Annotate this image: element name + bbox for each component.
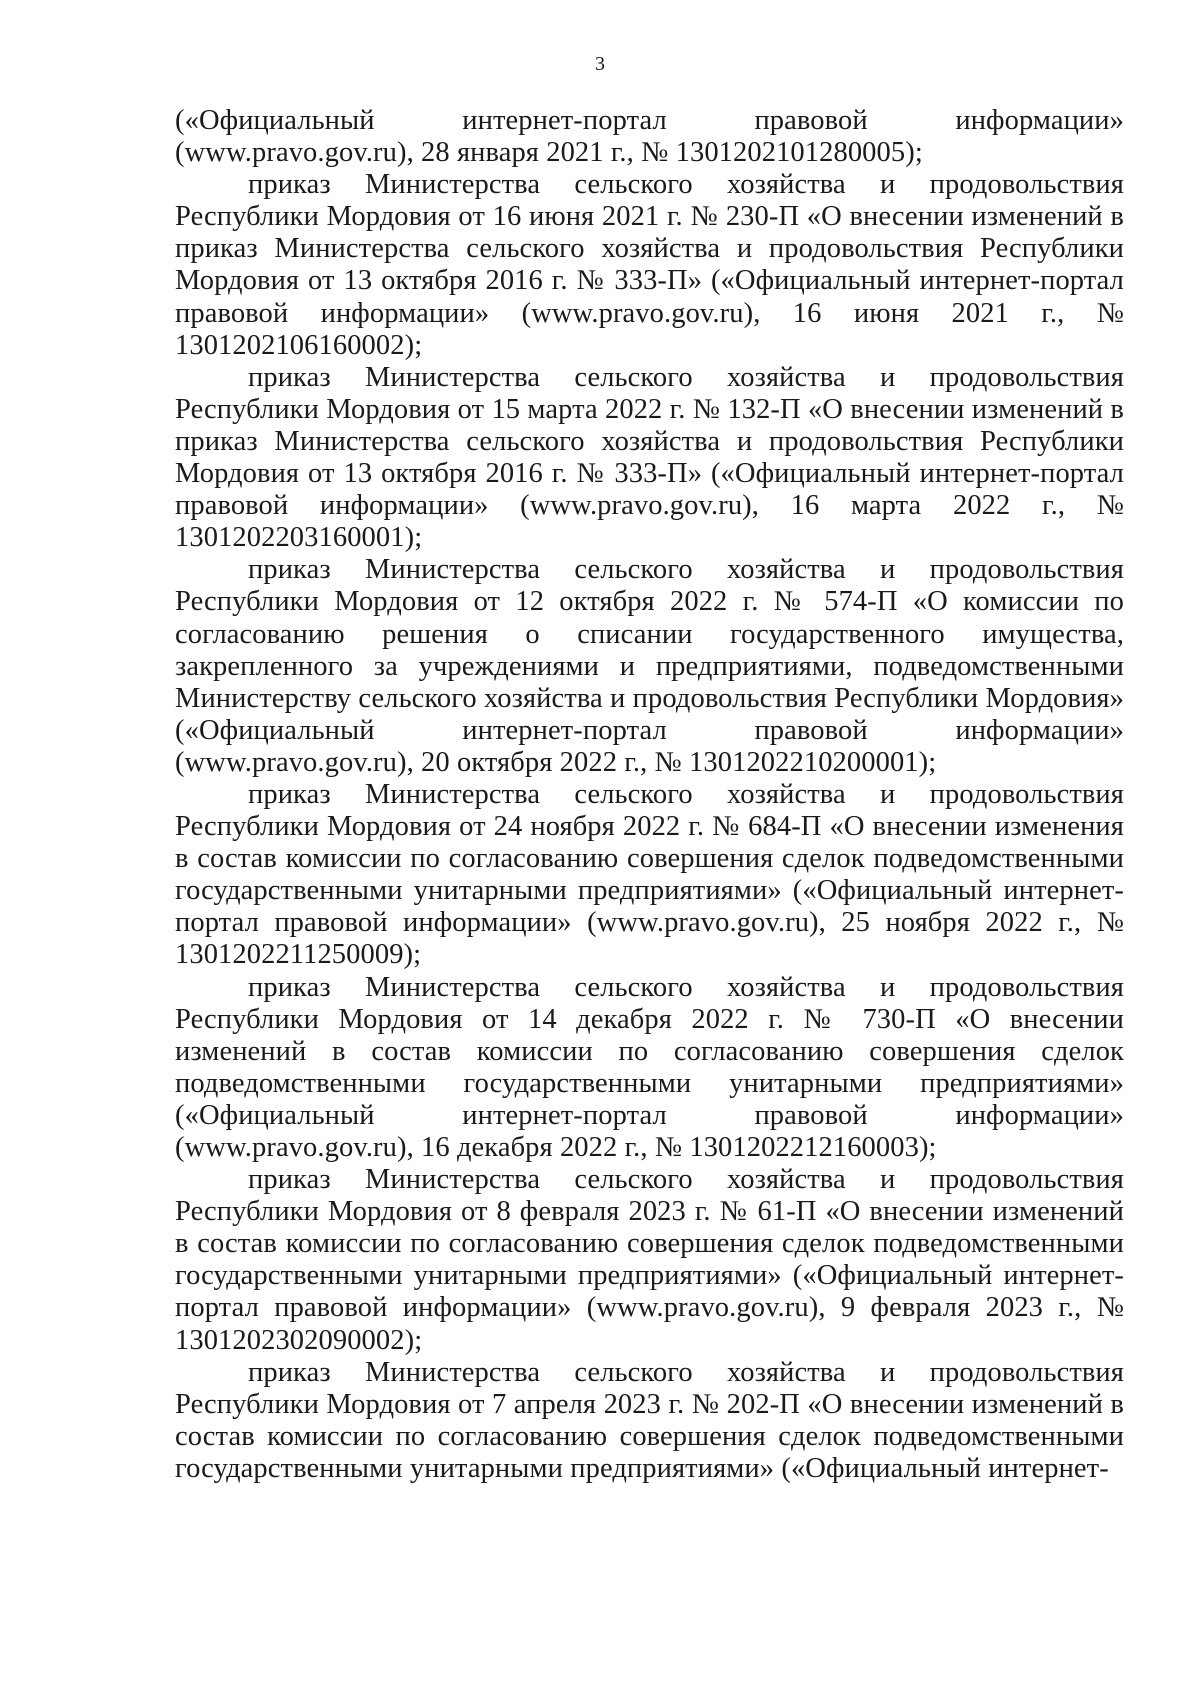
- page-number: 3: [595, 53, 605, 75]
- paragraph-order-574: приказ Министерства сельского хозяйства и продовольствия Республики Мордовия от 12 октября 2022 г. № 574-П «О комиссии по согласованию решения о списании государственного имущества, закрепленного за учреждениями и предприятиями, подведомственными Министерству сельского хозяйства и продовольствия Республики Мордовия» («Официальный интернет-портал правовой информации» (www.pravo.gov.ru), 20 октября 2022 г., № 1301202210200001);: [175, 554, 1124, 778]
- paragraph-order-202: приказ Министерства сельского хозяйства и продовольствия Республики Мордовия от 7 апреля 2023 г. № 202-П «О внесении изменений в состав комиссии по согласованию совершения сделок подведомственными государственными унитарными предприятиями» («Официальный интернет-: [175, 1356, 1124, 1484]
- paragraph-order-132: приказ Министерства сельского хозяйства и продовольствия Республики Мордовия от 15 марта 2022 г. № 132-П «О внесении изменений в приказ Министерства сельского хозяйства и продовольствия Республики Мордовия от 13 октября 2016 г. № 333-П» («Официальный интернет-портал правовой информации» (www.pravo.gov.ru), 16 марта 2022 г., № 1301202203160001);: [175, 361, 1124, 554]
- paragraph-continuation: («Официальный интернет-портал правовой информации» (www.pravo.gov.ru), 28 января 2021 г., № 1301202101280005);: [175, 105, 1124, 169]
- paragraph-order-730: приказ Министерства сельского хозяйства и продовольствия Республики Мордовия от 14 декабря 2022 г. № 730-П «О внесении изменений в состав комиссии по согласованию совершения сделок подведомственными государственными унитарными предприятиями» («Официальный интернет-портал правовой информации» (www.pravo.gov.ru), 16 декабря 2022 г., № 1301202212160003);: [175, 971, 1124, 1163]
- paragraph-order-230: приказ Министерства сельского хозяйства и продовольствия Республики Мордовия от 16 июня 2021 г. № 230-П «О внесении изменений в приказ Министерства сельского хозяйства и продовольствия Республики Мордовия от 13 октября 2016 г. № 333-П» («Официальный интернет-портал правовой информации» (www.pravo.gov.ru), 16 июня 2021 г., № 1301202106160002);: [175, 169, 1124, 361]
- paragraph-order-61: приказ Министерства сельского хозяйства и продовольствия Республики Мордовия от 8 февраля 2023 г. № 61-П «О внесении изменений в состав комиссии по согласованию совершения сделок подведомственными государственными унитарными предприятиями» («Официальный интернет-портал правовой информации» (www.pravo.gov.ru), 9 февраля 2023 г., № 1301202302090002);: [175, 1164, 1124, 1356]
- paragraph-order-684: приказ Министерства сельского хозяйства и продовольствия Республики Мордовия от 24 ноября 2022 г. № 684-П «О внесении изменения в состав комиссии по согласованию совершения сделок подведомственными государственными унитарными предприятиями» («Официальный интернет-портал правовой информации» (www.pravo.gov.ru), 25 ноября 2022 г., № 1301202211250009);: [175, 778, 1124, 971]
- document-body: [175, 105, 1124, 1485]
